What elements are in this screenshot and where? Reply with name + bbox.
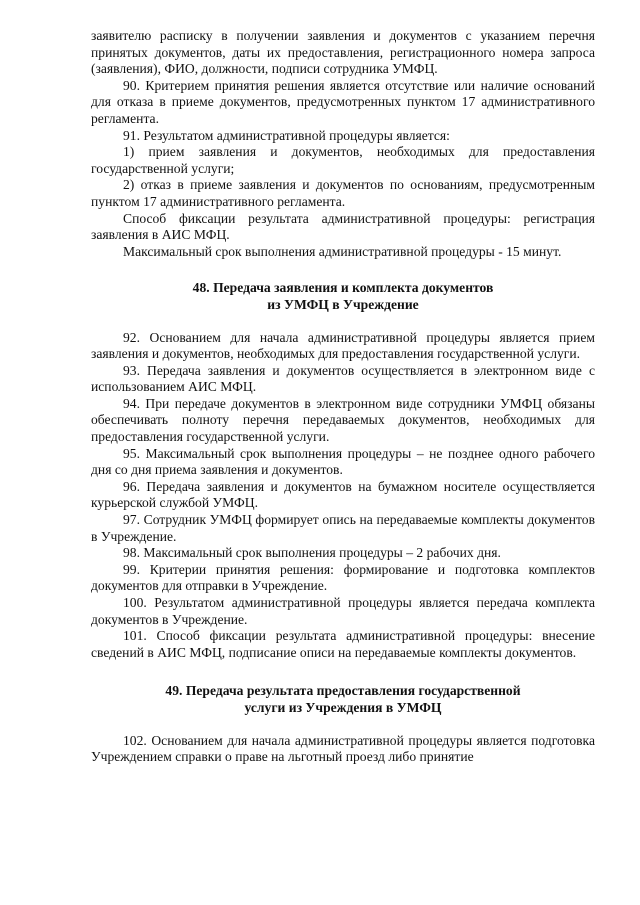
section-49-heading — [91, 683, 595, 716]
section-49-heading-line1: 49. Передача результата предоставления государственной — [165, 683, 521, 699]
paragraph-90: 90. Критерием принятия решения является отсутствие или наличие оснований для отказа в приеме документов, предусмотренных пунктом 17 административного регламента. — [91, 77, 595, 126]
paragraph-92: 92. Основанием для начала административной процедуры является прием заявления и документов, необходимых для предоставления государственной услуги. — [91, 329, 595, 362]
paragraph-98: 98. Максимальный срок выполнения процедуры – 2 рабочих дня. — [123, 545, 501, 561]
paragraph-102: 102. Основанием для начала административной процедуры является подготовка Учреждением справки о праве на льготный проезд либо принятие — [91, 732, 595, 765]
paragraph-99: 99. Критерии принятия решения: формирование и подготовка комплектов документов для отправки в Учреждение. — [91, 561, 595, 594]
list-item-2: 2) отказ в приеме заявления и документов по основаниям, предусмотренным пунктом 17 административного регламента. — [91, 177, 595, 209]
paragraph-96: 96. Передача заявления и документов на бумажном носителе осуществляется курьерской службой УМФЦ. — [91, 478, 595, 511]
section-48-heading — [91, 280, 595, 313]
paragraph-93: 93. Передача заявления и документов осуществляется в электронном виде с использованием АИС МФЦ. — [91, 362, 595, 395]
list-item-1: 1) прием заявления и документов, необходимых для предоставления государственной услуги; — [91, 144, 595, 176]
section-48-heading-line1: 48. Передача заявления и комплекта документов — [192, 280, 494, 296]
paragraph-max-time: Максимальный срок выполнения административной процедуры - 15 минут. — [123, 243, 562, 259]
document-page — [91, 28, 595, 766]
paragraph-91: 91. Результатом административной процедуры является: — [123, 127, 450, 143]
section-49-heading-line2: услуги из Учреждения в УМФЦ — [244, 699, 442, 715]
paragraph-97: 97. Сотрудник УМФЦ формирует опись на передаваемые комплекты документов в Учреждение. — [91, 512, 595, 544]
paragraph-101: 101. Способ фиксации результата административной процедуры: внесение сведений в АИС МФЦ, подписание описи на передаваемые комплекты документов. — [91, 628, 595, 660]
paragraph-fixation-method: Способ фиксации результата административной процедуры: регистрация заявления в АИС МФЦ. — [91, 210, 595, 243]
paragraph-94: 94. При передаче документов в электронном виде сотрудники УМФЦ обязаны обеспечивать полноту перечня передаваемых документов, необходимых для предоставления государственной услуги. — [91, 395, 595, 445]
paragraph-95: 95. Максимальный срок выполнения процедуры – не позднее одного рабочего дня со дня приема заявления и документов. — [91, 445, 595, 478]
section-48-heading-line2: из УМФЦ в Учреждение — [267, 296, 419, 312]
paragraph-intro-continuation: заявителю расписку в получении заявления и документов с указанием перечня принятых документов, даты их предоставления, регистрационного номера запроса (заявления), ФИО, должности, подписи сотрудника УМФЦ. — [91, 28, 595, 77]
paragraph-100: 100. Результатом административной процедуры является передача комплекта документов в Учреждение. — [91, 595, 595, 627]
